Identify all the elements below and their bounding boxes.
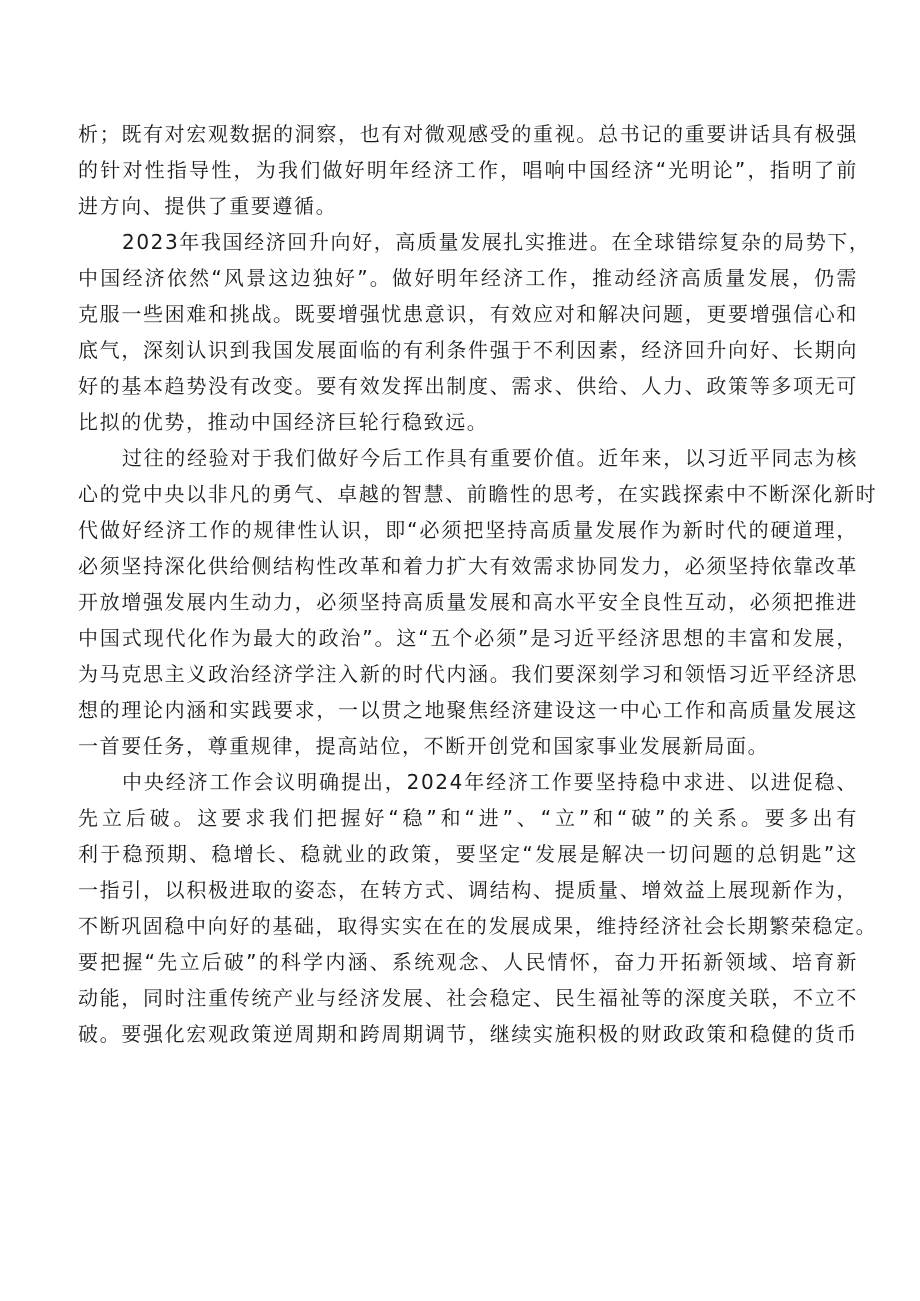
text-line: 底气，深刻认识到我国发展面临的有利条件强于不利因素，经济回升向好、长期向: [78, 338, 858, 362]
text-line: 动能，同时注重传统产业与经济发展、社会稳定、民生福祉等的深度关联，不立不: [78, 986, 858, 1010]
text-line: 过往的经验对于我们做好今后工作具有重要价值。近年来，以习近平同志为核: [122, 446, 858, 470]
text-line: 一首要任务，尊重规律，提高站位，不断开创党和国家事业发展新局面。: [78, 734, 770, 758]
text-line: 必须坚持深化供给侧结构性改革和着力扩大有效需求协同发力，必须坚持依靠改革: [78, 554, 858, 578]
text-line: 的针对性指导性，为我们做好明年经济工作，唱响中国经济“光明论”，指明了前: [78, 158, 858, 182]
text-line: 一指引，以积极进取的姿态，在转方式、调结构、提质量、增效益上展现新作为，: [78, 878, 858, 902]
text-line: 不断巩固稳中向好的基础，取得实实在在的发展成果，维持经济社会长期繁荣稳定。: [78, 914, 878, 938]
text-line: 中国经济依然“风景这边独好”。做好明年经济工作，推动经济高质量发展，仍需: [78, 266, 858, 290]
paragraph: [78, 764, 878, 1052]
text-line: 2023年我国经济回升向好，高质量发展扎实推进。在全球错综复杂的局势下，: [122, 230, 871, 254]
paragraph: [78, 440, 878, 764]
text-line: 利于稳预期、稳增长、稳就业的政策，要坚定“发展是解决一切问题的总钥匙”这: [78, 842, 858, 866]
document-body: [78, 116, 878, 1052]
text-line: 要把握“先立后破”的科学内涵、系统观念、人民情怀，奋力开拓新领域、培育新: [78, 950, 858, 974]
text-line: 比拟的优势，推动中国经济巨轮行稳致远。: [78, 410, 489, 434]
text-line: 开放增强发展内生动力，必须坚持高质量发展和高水平安全良性互动，必须把推进: [78, 590, 858, 614]
text-line: 进方向、提供了重要遵循。: [78, 194, 338, 218]
text-line: 心的党中央以非凡的勇气、卓越的智慧、前瞻性的思考，在实践探索中不断深化新时: [78, 482, 878, 506]
text-line: 析；既有对宏观数据的洞察，也有对微观感受的重视。总书记的重要讲话具有极强: [78, 122, 858, 146]
text-line: 克服一些困难和挑战。既要增强忧患意识，有效应对和解决问题，更要增强信心和: [78, 302, 858, 326]
text-line: 想的理论内涵和实践要求，一以贯之地聚焦经济建设这一中心工作和高质量发展这: [78, 698, 858, 722]
text-line: 代做好经济工作的规律性认识，即“必须把坚持高质量发展作为新时代的硬道理，: [78, 518, 858, 542]
text-line: 先立后破。这要求我们把握好“稳”和“进”、“立”和“破”的关系。要多出有: [78, 806, 858, 830]
text-line: 中国式现代化作为最大的政治”。这“五个必须”是习近平经济思想的丰富和发展，: [78, 626, 858, 650]
paragraph: [78, 116, 858, 224]
text-line: 好的基本趋势没有改变。要有效发挥出制度、需求、供给、人力、政策等多项无可: [78, 374, 858, 398]
text-line: 中央经济工作会议明确提出，2024年经济工作要坚持稳中求进、以进促稳、: [122, 770, 858, 794]
text-line: 破。要强化宏观政策逆周期和跨周期调节，继续实施积极的财政政策和稳健的货币: [78, 1022, 858, 1046]
text-line: 为马克思主义政治经济学注入新的时代内涵。我们要深刻学习和领悟习近平经济思: [78, 662, 858, 686]
paragraph: [78, 224, 871, 440]
